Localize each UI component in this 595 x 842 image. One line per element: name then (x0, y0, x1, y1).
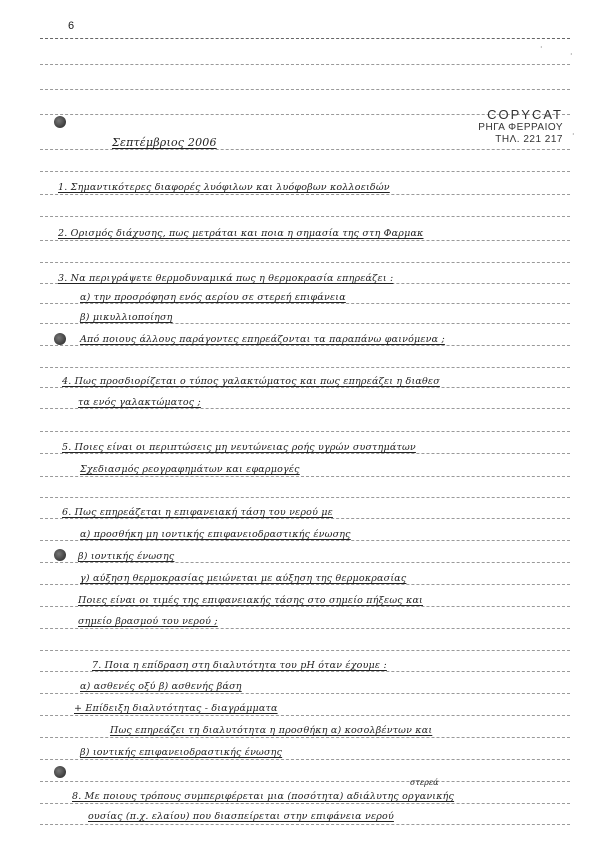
question-4-continued: τα ενός γαλακτώματος ; (78, 397, 201, 408)
stamp-name: COPYCAT (487, 107, 563, 122)
question-1: 1. Σημαντικότερες διαφορές λυόφιλων και λυόφοβων κολλοειδών (58, 182, 390, 193)
question-7-followup: Πως επηρεάζει τη διαλυτότητα η προσθήκη α) κοσολβέντων και (110, 725, 433, 736)
question-8-insertion: στερεά (410, 778, 439, 787)
question-5-continued: Σχεδιασμός ρεογραφημάτων και εφαρμογές (80, 464, 300, 475)
ruled-line (40, 715, 570, 716)
ruled-line (40, 64, 570, 65)
question-4: 4. Πως προσδιορίζεται ο τύπος γαλακτώματος και πως επηρεάζει η διαθεσ (62, 376, 440, 387)
ruled-line (40, 781, 570, 782)
question-7-note: + Επίδειξη διαλυτότητας - διαγράμματα (74, 703, 278, 714)
question-2: 2. Ορισμός διάχυσης, πως μετράται και ποια η σημασία της στη Φαρμακ (58, 228, 424, 239)
scan-speck: · (540, 43, 543, 52)
ruled-line (40, 824, 570, 825)
ruled-line (40, 803, 570, 804)
ruled-line (40, 387, 570, 388)
question-7-followup-continued: β) ιοντικής επιφανειοδραστικής ένωσης (80, 747, 283, 758)
ruled-line (40, 562, 570, 563)
ruled-line (40, 497, 570, 498)
question-7: 7. Ποια η επίδραση στη διαλυτότητα του pH όταν έχουμε : (92, 660, 387, 671)
scan-speck: · (570, 50, 573, 59)
question-5: 5. Ποιες είναι οι περιπτώσεις μη νευτώνειας ροής υγρών συστημάτων (62, 442, 416, 453)
ruled-line (40, 89, 570, 90)
ruled-line (40, 518, 570, 519)
question-3: 3. Να περιγράψετε θερμοδυναμικά πως η θερμοκρασία επηρεάζει : (58, 273, 394, 284)
ruled-line (40, 671, 570, 672)
date-heading: Σεπτέμβριος 2006 (112, 136, 217, 149)
ruled-line (40, 628, 570, 629)
question-6-followup-continued: σημείο βρασμού του νερού ; (78, 616, 218, 627)
scan-speck: · (572, 130, 575, 139)
ruled-line (40, 240, 570, 241)
copycat-stamp (478, 107, 563, 146)
ruled-line (40, 345, 570, 346)
ruled-line (40, 540, 570, 541)
ruled-line (40, 650, 570, 651)
question-3-item-b: β) μικυλλιοποίηση (80, 312, 173, 323)
question-6-item-a: α) προσθήκη μη ιοντικής επιφανειοδραστικής ένωσης (80, 529, 351, 540)
ruled-line (40, 759, 570, 760)
ruled-line (40, 367, 570, 368)
ruled-line (40, 323, 570, 324)
question-3-followup: Από ποιους άλλους παράγοντες επηρεάζονται τα παραπάνω φαινόμενα ; (80, 334, 445, 345)
ruled-line (40, 171, 570, 172)
ruled-line (40, 737, 570, 738)
ruled-line (40, 194, 570, 195)
question-8-continued: ουσίας (π.χ. ελαίου) που διασπείρεται στην επιφάνεια νερού (88, 811, 394, 822)
stamp-address: ΡΗΓΑ ΦΕΡΡΑΙΟΥ (478, 122, 563, 133)
binder-hole (54, 333, 66, 345)
question-6: 6. Πως επηρεάζεται η επιφανειακή τάση του νερού με (62, 507, 333, 518)
ruled-line (40, 693, 570, 694)
ruled-line (40, 431, 570, 432)
ruled-line (40, 303, 570, 304)
question-6-item-c: γ) αύξηση θερμοκρασίας μειώνεται με αύξηση της θερμοκρασίας (80, 573, 407, 584)
page-number: 6 (68, 20, 75, 32)
question-8: 8. Με ποιους τρόπους συμπεριφέρεται μια (ποσότητα) αδιάλυτης οργανικής (72, 791, 455, 802)
top-rule (40, 38, 570, 39)
ruled-line (40, 453, 570, 454)
binder-hole (54, 116, 66, 128)
ruled-line (40, 606, 570, 607)
binder-hole (54, 549, 66, 561)
ruled-line (40, 408, 570, 409)
ruled-line (40, 149, 570, 150)
ruled-line (40, 584, 570, 585)
question-6-followup: Ποιες είναι οι τιμές της επιφανειακής τάσης στο σημείο πήξεως και (78, 595, 423, 606)
binder-hole (54, 766, 66, 778)
ruled-line (40, 262, 570, 263)
ruled-line (40, 216, 570, 217)
question-6-item-b: β) ιοντικής ένωσης (78, 551, 175, 562)
question-3-item-a: α) την προσρόφηση ενός αερίου σε στερεή επιφάνεια (80, 292, 346, 303)
question-7-items: α) ασθενές οξύ β) ασθενής βάση (80, 681, 242, 692)
ruled-line (40, 476, 570, 477)
stamp-phone: ΤΗΛ. 221 217 (495, 134, 563, 145)
